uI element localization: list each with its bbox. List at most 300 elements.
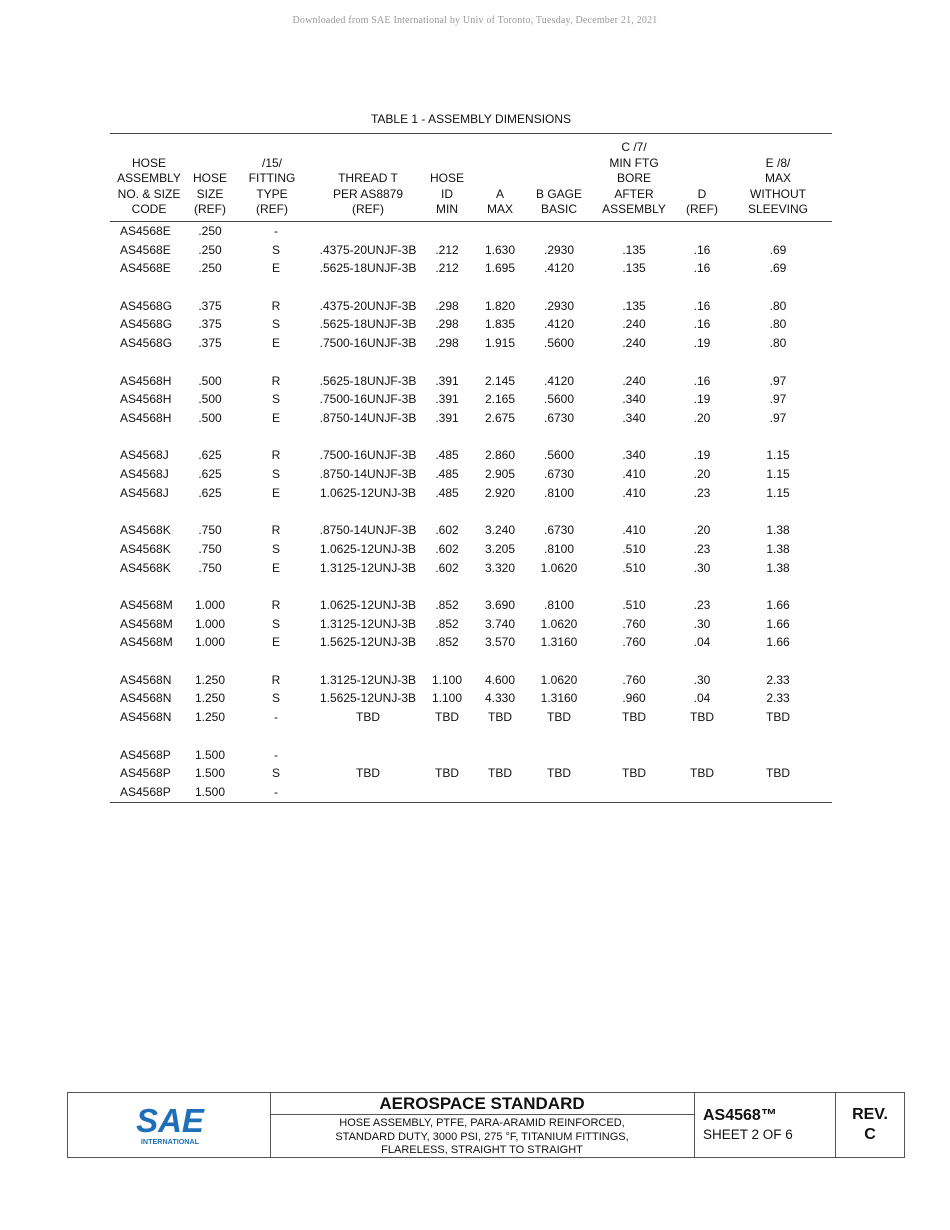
table-cell: 3.320 <box>484 560 516 575</box>
table-cell: .8750-14UNJF-3B <box>319 410 417 425</box>
description-line: STANDARD DUTY, 3000 PSI, 275 °F, TITANIUM FITTINGS, <box>335 1130 629 1143</box>
table-cell: AS4568P <box>120 747 171 762</box>
column-header-line: /15/ <box>261 155 282 170</box>
table-cell: 1.835 <box>484 317 516 332</box>
table-cell: 1.250 <box>194 710 226 725</box>
column-header-line: PER AS8879 <box>332 186 404 201</box>
table-cell: .30 <box>693 560 711 575</box>
table-cell: AS4568M <box>120 616 173 631</box>
table-cell: 2.675 <box>484 410 516 425</box>
table-cell: .20 <box>693 467 711 482</box>
table-cell: TBD <box>690 766 714 781</box>
table-cell <box>424 746 470 765</box>
table-row <box>110 596 832 615</box>
table-cell: .20 <box>693 410 711 425</box>
column-header-line: FITTING <box>248 171 296 186</box>
table-cell: R <box>271 448 281 463</box>
table-cell: S <box>271 242 280 257</box>
table-cell: .510 <box>622 541 646 556</box>
column-header-line: (REF) <box>686 202 718 217</box>
table-cell: .340 <box>622 448 646 463</box>
table-cell: AS4568P <box>110 783 188 802</box>
table-cell: AS4568N <box>120 691 172 706</box>
table-cell: .6730 <box>543 467 575 482</box>
table-cell <box>530 746 588 765</box>
column-header-line: SLEEVING <box>747 202 809 217</box>
table-cell: S <box>271 616 280 631</box>
table-cell: AS4568E <box>120 223 171 238</box>
table-cell: .485 <box>435 467 459 482</box>
table-cell: .5625-18UNJF-3B <box>319 261 417 276</box>
table-spacer-row <box>110 278 832 297</box>
column-header-line: WITHOUT <box>750 186 806 201</box>
table-cell: .4120 <box>543 261 575 276</box>
table-cell: R <box>271 373 281 388</box>
table-cell: 1.500 <box>194 766 226 781</box>
table-cell: .375 <box>198 298 222 313</box>
table-cell: .4375-20UNJF-3B <box>319 298 417 313</box>
column-header-line: ID <box>441 186 453 201</box>
table-cell <box>588 746 680 765</box>
table-cell <box>530 783 588 802</box>
spacer-cell <box>110 652 832 671</box>
table-cell: TBD <box>766 710 790 725</box>
table-cell: TBD <box>435 766 459 781</box>
table-cell: .4120 <box>543 373 575 388</box>
table-cell: .5600 <box>543 448 575 463</box>
table-cell: .69 <box>769 242 787 257</box>
table-cell: .135 <box>622 261 646 276</box>
table-cell: 4.330 <box>484 691 516 706</box>
table-cell: .391 <box>435 410 459 425</box>
table-cell: S <box>271 691 280 706</box>
table-cell: 1.3125-12UNJ-3B <box>319 616 417 631</box>
table-cell: - <box>274 747 278 762</box>
column-header-line: SIZE <box>196 186 224 201</box>
table-cell: AS4568M <box>120 635 173 650</box>
table-cell <box>470 221 530 240</box>
table-cell: .250 <box>198 261 222 276</box>
table-cell: E <box>271 635 280 650</box>
table-cell: AS4568N <box>120 672 172 687</box>
table-cell: .250 <box>198 223 222 238</box>
table-cell: 1.0620 <box>540 560 578 575</box>
column-header-line: (REF) <box>352 202 384 217</box>
table-cell: 1.3125-12UNJ-3B <box>319 560 417 575</box>
table-cell <box>680 221 724 240</box>
column-header-line: C /7/ <box>621 140 647 154</box>
table-cell: 2.145 <box>484 373 516 388</box>
table-cell: 4.600 <box>484 672 516 687</box>
table-cell: 1.100 <box>431 672 463 687</box>
table-cell: .4120 <box>543 317 575 332</box>
spacer-cell <box>110 502 832 521</box>
table-cell: AS4568J <box>120 448 169 463</box>
table-cell: .8750-14UNJF-3B <box>319 523 417 538</box>
table-cell: .19 <box>693 392 711 407</box>
table-cell: .485 <box>435 448 459 463</box>
column-header-line: MAX <box>486 202 513 217</box>
table-cell: TBD <box>435 710 459 725</box>
table-cell: 1.66 <box>766 635 790 650</box>
column-header-line: E /8/ <box>765 155 791 170</box>
table-title: TABLE 1 - ASSEMBLY DIMENSIONS <box>370 112 572 126</box>
table-cell: S <box>271 392 280 407</box>
table-cell: 1.0625-12UNJ-3B <box>319 541 417 556</box>
table-cell <box>588 221 680 240</box>
column-header-line: (REF) <box>194 202 226 217</box>
table-cell: .16 <box>693 298 711 313</box>
table-cell: 1.5625-12UNJ-3B <box>319 691 417 706</box>
table-cell: .16 <box>693 242 711 257</box>
table-cell: 1.3160 <box>540 635 578 650</box>
table-cell: .7500-16UNJF-3B <box>319 448 417 463</box>
column-header-line: ASSEMBLY <box>117 171 181 186</box>
table-cell <box>588 783 680 802</box>
table-cell: 1.630 <box>484 242 516 257</box>
table-cell: .625 <box>198 448 222 463</box>
column-header-line: HOSE <box>131 155 166 170</box>
table-cell: 1.000 <box>194 616 226 631</box>
table-cell: AS4568G <box>120 298 173 313</box>
table-spacer-row <box>110 652 832 671</box>
table-cell: .23 <box>693 485 711 500</box>
table-cell: 1.250 <box>194 672 226 687</box>
table-cell: TBD <box>766 766 790 781</box>
column-header <box>724 134 832 222</box>
spacer-cell <box>110 353 832 372</box>
document-number: AS4568™ <box>703 1107 777 1124</box>
table-cell: .391 <box>435 373 459 388</box>
spacer-cell <box>110 278 832 297</box>
column-header-line: BORE <box>616 171 651 186</box>
table-cell: .485 <box>435 485 459 500</box>
column-header <box>470 134 530 222</box>
table-row <box>110 409 832 428</box>
table-cell: .04 <box>693 691 711 706</box>
column-header <box>232 134 312 222</box>
column-header-line: B GAGE <box>535 186 582 201</box>
table-cell: S <box>271 467 280 482</box>
table-cell: 1.38 <box>766 523 790 538</box>
table-cell: .7500-16UNJF-3B <box>319 392 417 407</box>
table-row <box>110 615 832 634</box>
table-cell: TBD <box>547 710 571 725</box>
table-cell: .391 <box>435 392 459 407</box>
column-header <box>680 134 724 222</box>
table-row <box>110 259 832 278</box>
table-cell: .410 <box>622 523 646 538</box>
table-spacer-row <box>110 428 832 447</box>
column-header-line: HOSE <box>429 171 464 186</box>
table-cell: .5600 <box>543 392 575 407</box>
table-cell: .500 <box>198 392 222 407</box>
logo-international-text: INTERNATIONAL <box>140 1137 200 1146</box>
table-cell: .97 <box>769 392 787 407</box>
column-header-line: THREAD T <box>338 171 398 186</box>
table-cell: AS4568G <box>120 336 173 351</box>
table-cell: TBD <box>356 766 380 781</box>
table-spacer-row <box>110 577 832 596</box>
table-cell: 3.240 <box>484 523 516 538</box>
spacer-cell <box>110 428 832 447</box>
revision-cell <box>835 1093 905 1157</box>
table-cell <box>680 746 724 765</box>
table-cell: .852 <box>435 597 459 612</box>
table-cell: AS4568E <box>120 242 171 257</box>
table-cell: - <box>274 710 278 725</box>
revision-label: REV. <box>852 1106 888 1123</box>
table-cell: .750 <box>198 560 222 575</box>
table-row <box>110 297 832 316</box>
table-cell: 2.860 <box>484 448 516 463</box>
assembly-dimensions-table <box>110 133 832 803</box>
table-cell <box>312 221 424 240</box>
table-cell: 3.205 <box>484 541 516 556</box>
table-cell: .80 <box>769 336 787 351</box>
table-cell: .97 <box>769 410 787 425</box>
table-cell: E <box>271 410 280 425</box>
table-cell: 1.3125-12UNJ-3B <box>319 672 417 687</box>
table-cell: AS4568H <box>120 410 172 425</box>
table-cell: .2930 <box>543 242 575 257</box>
table-cell: 3.740 <box>484 616 516 631</box>
table-cell: 1.000 <box>194 635 226 650</box>
table-cell: 2.33 <box>766 672 790 687</box>
table-cell <box>530 221 588 240</box>
table-row <box>110 708 832 727</box>
table-cell: 1.15 <box>766 485 790 500</box>
column-header <box>530 134 588 222</box>
table-cell: 1.0620 <box>540 616 578 631</box>
table-cell: .69 <box>769 261 787 276</box>
table-row <box>110 783 832 802</box>
table-row <box>110 241 832 260</box>
table-cell: .97 <box>769 373 787 388</box>
table-cell: .80 <box>769 298 787 313</box>
sheet-number: SHEET 2 OF 6 <box>703 1127 793 1142</box>
assembly-dimensions-table-container <box>110 133 832 803</box>
table-cell: 1.15 <box>766 448 790 463</box>
table-cell: .8100 <box>543 597 575 612</box>
table-cell: .80 <box>769 317 787 332</box>
table-cell: 1.38 <box>766 541 790 556</box>
table-cell: R <box>271 597 281 612</box>
table-cell: TBD <box>547 766 571 781</box>
download-watermark: Downloaded from SAE International by Univ of Toronto, Tuesday, December 21, 2021 <box>292 15 658 26</box>
logo-sae-text: SAE <box>136 1102 204 1139</box>
table-spacer-row <box>110 353 832 372</box>
table-cell: TBD <box>622 766 646 781</box>
description-line: HOSE ASSEMBLY, PTFE, PARA-ARAMID REINFORCED, <box>339 1117 625 1129</box>
table-cell: .240 <box>622 317 646 332</box>
table-row <box>110 221 832 240</box>
table-cell: 1.66 <box>766 616 790 631</box>
table-cell: 1.500 <box>194 747 226 762</box>
table-cell: .510 <box>622 597 646 612</box>
table-cell: .760 <box>622 672 646 687</box>
table-cell: AS4568J <box>120 467 169 482</box>
logo-cell <box>68 1093 271 1157</box>
table-cell: .250 <box>198 242 222 257</box>
table-cell: AS4568J <box>120 485 169 500</box>
table-cell: .8100 <box>543 541 575 556</box>
table-cell: TBD <box>488 710 512 725</box>
table-cell: R <box>271 523 281 538</box>
table-cell: .852 <box>435 635 459 650</box>
table-cell: .602 <box>435 523 459 538</box>
table-row <box>110 559 832 578</box>
table-cell: .960 <box>622 691 646 706</box>
table-cell: .625 <box>198 485 222 500</box>
table-row <box>110 334 832 353</box>
table-cell: .410 <box>622 467 646 482</box>
standard-description <box>270 1115 694 1158</box>
table-cell: .16 <box>693 261 711 276</box>
column-header <box>188 134 232 222</box>
table-cell: .19 <box>693 336 711 351</box>
table-cell: .375 <box>198 317 222 332</box>
table-row <box>110 484 832 503</box>
table-cell: 1.3160 <box>540 691 578 706</box>
column-header-line: MIN FTG <box>609 155 659 170</box>
table-cell: 1.915 <box>484 336 516 351</box>
column-header-line: HOSE <box>192 171 227 186</box>
table-cell <box>470 746 530 765</box>
table-cell: .7500-16UNJF-3B <box>319 336 417 351</box>
table-cell: .625 <box>198 467 222 482</box>
title-cell <box>270 1093 695 1157</box>
table-row <box>110 465 832 484</box>
table-row <box>110 764 832 783</box>
table-cell: 1.0620 <box>540 672 578 687</box>
table-cell: .212 <box>435 242 459 257</box>
table-cell: 3.690 <box>484 597 516 612</box>
table-cell: .30 <box>693 616 711 631</box>
table-cell <box>724 221 832 240</box>
table-cell: 1.250 <box>194 691 226 706</box>
table-cell: .750 <box>198 523 222 538</box>
table-cell: .19 <box>693 448 711 463</box>
table-row <box>110 540 832 559</box>
table-row <box>110 521 832 540</box>
table-cell: .298 <box>435 298 459 313</box>
table-cell <box>424 221 470 240</box>
table-cell: .5625-18UNJF-3B <box>319 373 417 388</box>
table-cell: S <box>271 541 280 556</box>
table-cell: 1.0625-12UNJ-3B <box>319 485 417 500</box>
table-cell: TBD <box>622 710 646 725</box>
table-spacer-row <box>110 727 832 746</box>
table-cell: .760 <box>622 616 646 631</box>
table-cell: .16 <box>693 373 711 388</box>
table-cell: AS4568N <box>120 710 172 725</box>
table-cell: 2.33 <box>766 691 790 706</box>
table-cell: .5625-18UNJF-3B <box>319 317 417 332</box>
table-row <box>110 633 832 652</box>
table-row <box>110 446 832 465</box>
table-header-row <box>110 134 832 222</box>
table-cell: .760 <box>622 635 646 650</box>
table-cell: 2.165 <box>484 392 516 407</box>
table-cell: 1.820 <box>484 298 516 313</box>
table-cell: R <box>271 672 281 687</box>
column-header <box>110 134 188 222</box>
standard-title: AEROSPACE STANDARD <box>270 1093 694 1115</box>
table-cell: .340 <box>622 392 646 407</box>
table-cell: .510 <box>622 560 646 575</box>
table-cell <box>724 783 832 802</box>
table-cell: AS4568K <box>120 523 171 538</box>
table-cell: AS4568P <box>120 766 171 781</box>
table-cell: 1.000 <box>194 597 226 612</box>
table-cell <box>724 746 832 765</box>
table-cell: 2.920 <box>484 485 516 500</box>
table-cell: .20 <box>693 523 711 538</box>
table-cell: E <box>271 336 280 351</box>
table-cell: .750 <box>198 541 222 556</box>
sae-international-logo <box>134 1102 206 1148</box>
table-cell: 1.0625-12UNJ-3B <box>319 597 417 612</box>
table-cell: 1.695 <box>484 261 516 276</box>
table-cell: .500 <box>198 373 222 388</box>
table-cell: E <box>271 560 280 575</box>
table-cell: 1.15 <box>766 467 790 482</box>
table-cell: .340 <box>622 410 646 425</box>
table-cell: .240 <box>622 373 646 388</box>
description-line: FLARELESS, STRAIGHT TO STRAIGHT <box>381 1144 583 1156</box>
table-cell: 1.38 <box>766 560 790 575</box>
table-cell: .30 <box>693 672 711 687</box>
table-cell <box>424 783 470 802</box>
table-row <box>110 315 832 334</box>
spacer-cell <box>110 577 832 596</box>
table-cell: AS4568K <box>120 541 171 556</box>
table-cell: .375 <box>198 336 222 351</box>
table-cell: .135 <box>622 242 646 257</box>
title-block <box>67 1092 905 1158</box>
table-cell: .8100 <box>543 485 575 500</box>
table-row <box>110 372 832 391</box>
column-header-line: CODE <box>131 202 167 217</box>
table-cell <box>470 783 530 802</box>
table-cell: 1.5625-12UNJ-3B <box>319 635 417 650</box>
table-cell: .2930 <box>543 298 575 313</box>
table-cell: TBD <box>690 710 714 725</box>
column-header-line: A <box>495 186 504 201</box>
table-cell <box>312 783 424 802</box>
table-cell: 2.905 <box>484 467 516 482</box>
table-cell: AS4568M <box>120 597 173 612</box>
table-spacer-row <box>110 502 832 521</box>
column-header-line: BASIC <box>540 202 577 217</box>
table-cell: .5600 <box>543 336 575 351</box>
table-cell: AS4568H <box>120 392 172 407</box>
table-row <box>110 689 832 708</box>
table-cell: TBD <box>356 710 380 725</box>
table-body <box>110 221 832 802</box>
table-cell: .602 <box>435 541 459 556</box>
table-cell: .16 <box>693 317 711 332</box>
table-cell: .23 <box>693 597 711 612</box>
table-row <box>110 671 832 690</box>
table-cell: .6730 <box>543 523 575 538</box>
table-cell: .852 <box>435 616 459 631</box>
table-cell <box>680 783 724 802</box>
column-header-line: MAX <box>764 171 791 186</box>
column-header <box>312 134 424 222</box>
table-cell: 1.100 <box>431 691 463 706</box>
